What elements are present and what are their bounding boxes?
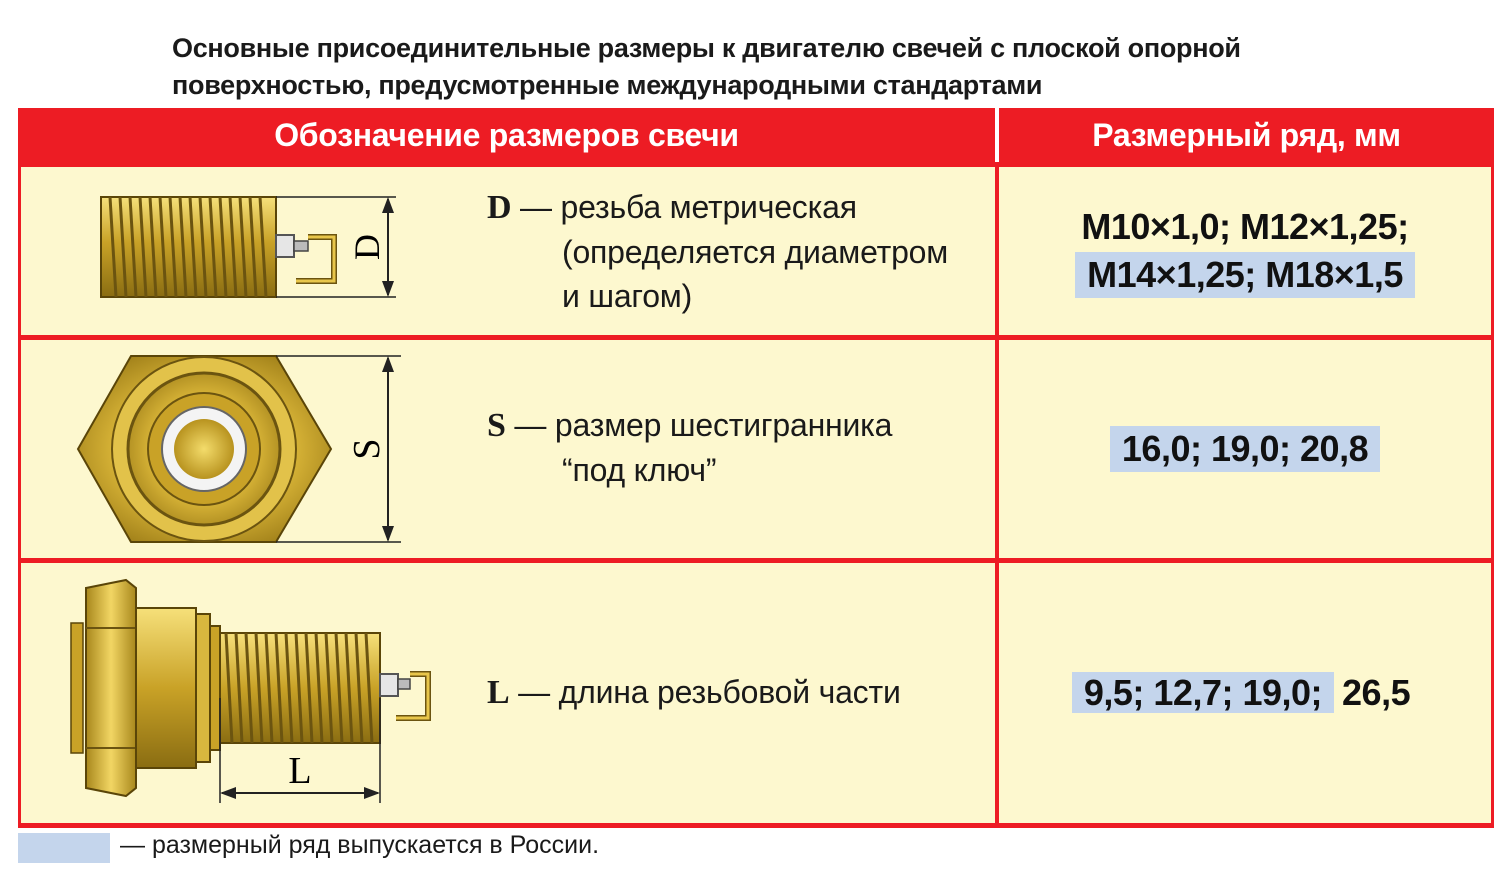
symbol-d: D (487, 189, 512, 226)
title-line-1: Основные присоединительные размеры к двигателю свечей с плоской опорной (172, 33, 1241, 63)
drawing-label-d: D (347, 234, 387, 260)
designation-cell (21, 167, 995, 335)
legend-swatch (18, 833, 110, 863)
title-line-2: поверхностью, предусмотренные международными стандартами (172, 70, 1043, 100)
description-thread (487, 185, 948, 318)
thread-length-drawing (66, 578, 446, 808)
table-row-thread-length (18, 563, 1494, 823)
desc-line: размер шестигранника (554, 407, 893, 443)
table-header (18, 108, 1494, 162)
hex-size-drawing (76, 354, 416, 544)
size-values-other: 26,5 (1342, 672, 1411, 713)
drawing-label-l: L (288, 750, 312, 792)
description-length (487, 670, 901, 715)
designation-cell (21, 563, 995, 823)
size-values-line-2: М14×1,25; М18×1,5 (1075, 252, 1415, 298)
designation-cell (21, 340, 995, 558)
description-hex (487, 403, 892, 492)
size-values-line-1: М10×1,0; М12×1,25; (1081, 206, 1409, 247)
desc-line: резьба метрическая (560, 189, 857, 225)
table-row-hex-size (18, 340, 1494, 558)
table-row-thread-diameter (18, 167, 1494, 335)
size-range-cell (999, 563, 1491, 823)
drawing-label-s: S (346, 438, 388, 460)
desc-line: “под ключ” (562, 452, 717, 488)
thread-diameter-drawing (96, 177, 416, 327)
dash: — (509, 674, 559, 710)
symbol-s: S (487, 407, 506, 444)
header-designation: Обозначение размеров свечи (274, 116, 739, 153)
page-title (172, 30, 1372, 104)
legend-text: — размерный ряд выпускается в России. (120, 831, 600, 859)
size-range-cell (999, 167, 1491, 335)
size-values: 16,0; 19,0; 20,8 (1110, 426, 1380, 472)
dash: — (511, 189, 561, 225)
symbol-l: L (487, 674, 510, 711)
dash: — (505, 407, 555, 443)
dimensions-table (18, 108, 1494, 828)
size-values-russia: 9,5; 12,7; 19,0; (1072, 672, 1334, 713)
size-range-cell (999, 340, 1491, 558)
desc-line: (определяется диаметром (562, 234, 949, 270)
desc-line: длина резьбовой части (558, 674, 901, 710)
size-values (1072, 670, 1418, 716)
desc-line: и шагом) (562, 278, 693, 314)
header-size-range: Размерный ряд, мм (1092, 116, 1401, 153)
